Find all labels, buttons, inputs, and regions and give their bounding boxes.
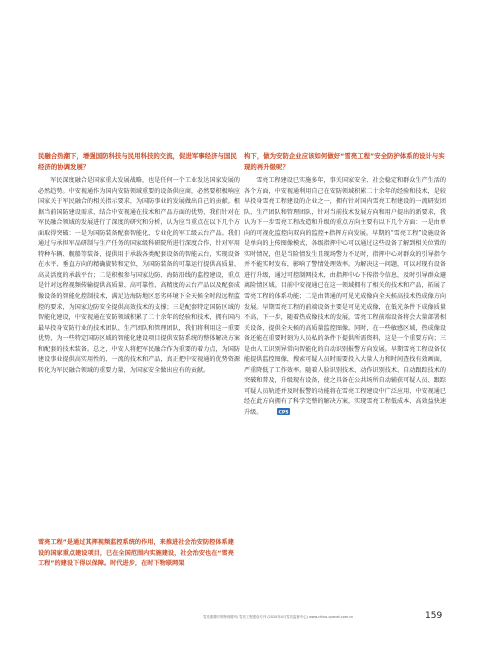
svg-text:CPS: CPS — [277, 410, 289, 416]
right-column-paragraph — [244, 176, 446, 419]
right-column-paragraph-text: 雪亮工程建设已实施多年，事关国家安全、社会稳定和群众生产生活的各个方面，中安视通利用自己在安防领域积累二十余年的经验和技术，是较早投身雪亮工程建设的企业之一，拥有针对国内雪亮工程建设的一流研发团队、生产团队和管理团队，针对当前技术发展方向和用户提出的新要求，我认为下一步雪亮工程改造和升级的重点方向主要有以下几个方面：一是由单向的可视化监控向双向的监控+指挥方向发展。早期的“雪亮工程”设施设备是单向的上传图像模式，各级指挥中心可以通过这些设备了解到相关位置的实时情况，但是当险情发生且现场警力不足时，指挥中心对群众的引导指令并不能实时发布，影响了警情处理效率。为解决这一问题，可以对现有设备进行升级，通过可控制网技术，由指挥中心下传指令信息，及时引导群众避离险情区域。目前中安视通已在这一领域拥有了相关的技术和产品，拓展了雪亮工程的体系功能；二是由普通的可见光成像向全天候高技术热成像方向发展。早期雪亮工程的前端设备主要是可见光成像，在低光条件下成像质量不高，下一步，随着热成像技术的发展，雪亮工程前端设备将会大量部署相关设备，提供全天候的高质量监控图像。同时，在一些敏感区域，热成像设备还能在重要时刻为人员私的条件下提供所需资料，这是一个重要方向；三是由人工识别异常向智能化的自动识别报警方向发展。早期雪亮工程设备仅能提供监控图像，搜索可疑人员时需要投入大量人力和时间查找有效画面，严重降低了工作效率。随着人脸识别技术、动作识别技术、自动跟踪技术的突破和普及，升级现有设备，使之具备在公共场所自动辅获可疑人员、跟踪可疑人员轨迹并及时报警的功能将在雪亮工程建设中广泛应用，中安视通已经在此方向拥有了科学完整的解决方案，实现雪亮工程低成本、高效益快速升级。 — [244, 177, 446, 417]
right-column — [244, 151, 446, 419]
end-logo-icon — [264, 408, 289, 416]
page-footer — [0, 611, 480, 625]
left-column-paragraph: 军民深度融合是国家重大发展战略，也是任何一个工业发达国家发展的必然趋势。中安视通作为国内安防领域重要的设备供应商，必然要积极响应国家关于军民融合的相关指示要求，为国防事业的发展做出自己的贡献。根据当前国防建设需求，结合中安视通在技术和产品方面的优势，我们针对在军民融合领域的发展进行了深度的研究和分析，认为应当重点在以下几个方面取得突破：一是为国防装备配套智能化、专业化的军工级云台产品。我们通过与承担军品研制与生产任务的国家级科研院所进行深度合作，针对军用特种车辆、舰船等装备，提供用于承载各类配套设备的智能云台，实现设备在水平、垂直方向的精确旋转和定位，为国防装备的可靠运行提供高质量、高灵活度的承载平台；二是积极参与国家边防、海防沿线的监控建设，重点是针对远程视频传输提供高质量、高可靠性、高精度的云台产品以及配套成像设备的智能化控制技术，满足边海防地区恶劣环境下全天候全时段远程监控的要求，为国家边防安全提供高效技术的支撑；三是配套特定国防区域的智能化建设，中安视通在安防领域积累了二十余年的经验和技术，拥有国内最早投身安防行业的技术团队、生产团队和管理团队，我们将利用这一重要优势，为一些特定国防区域的智能化建设项目提供安防系统的整体解决方案和配套的技术装备。总之，中安人将把军民融合作为重要的着力点，为国防建设事业提供高实用性的、一流的技术和产品，真正把中安视通的优势资源转化为军民融合领域的重要力量，为国家安全做出应有的贡献。 — [38, 177, 240, 374]
footer-text: 雪亮重要时刻特别增刊/ 雪亮工程建设专刊 (2020年4月雪亮监督中心) www.china-cpsnet.com.cn — [203, 615, 354, 619]
highlight-question: 雪亮工程”是通过其挥视频监控系统的作用，来推进社会治安防控体系建设的国家重点建设项目，已在全国范围内实施建设，社会治安也在“雪亮工程”的建设下得以保障。时代进步，在时下物联网架 — [38, 539, 234, 568]
left-column — [38, 151, 240, 376]
page-number: 159 — [425, 611, 443, 621]
left-column-heading: 民融合热潮下，增强国防科技与民用科技的交流，促进军事经济与国民经济的协调发展？ — [38, 152, 237, 171]
right-column-heading: 构下，做为安防企业应该如何做好“雪亮工程”安全防护体系的设计与实现的再升级呢？ — [244, 152, 445, 171]
